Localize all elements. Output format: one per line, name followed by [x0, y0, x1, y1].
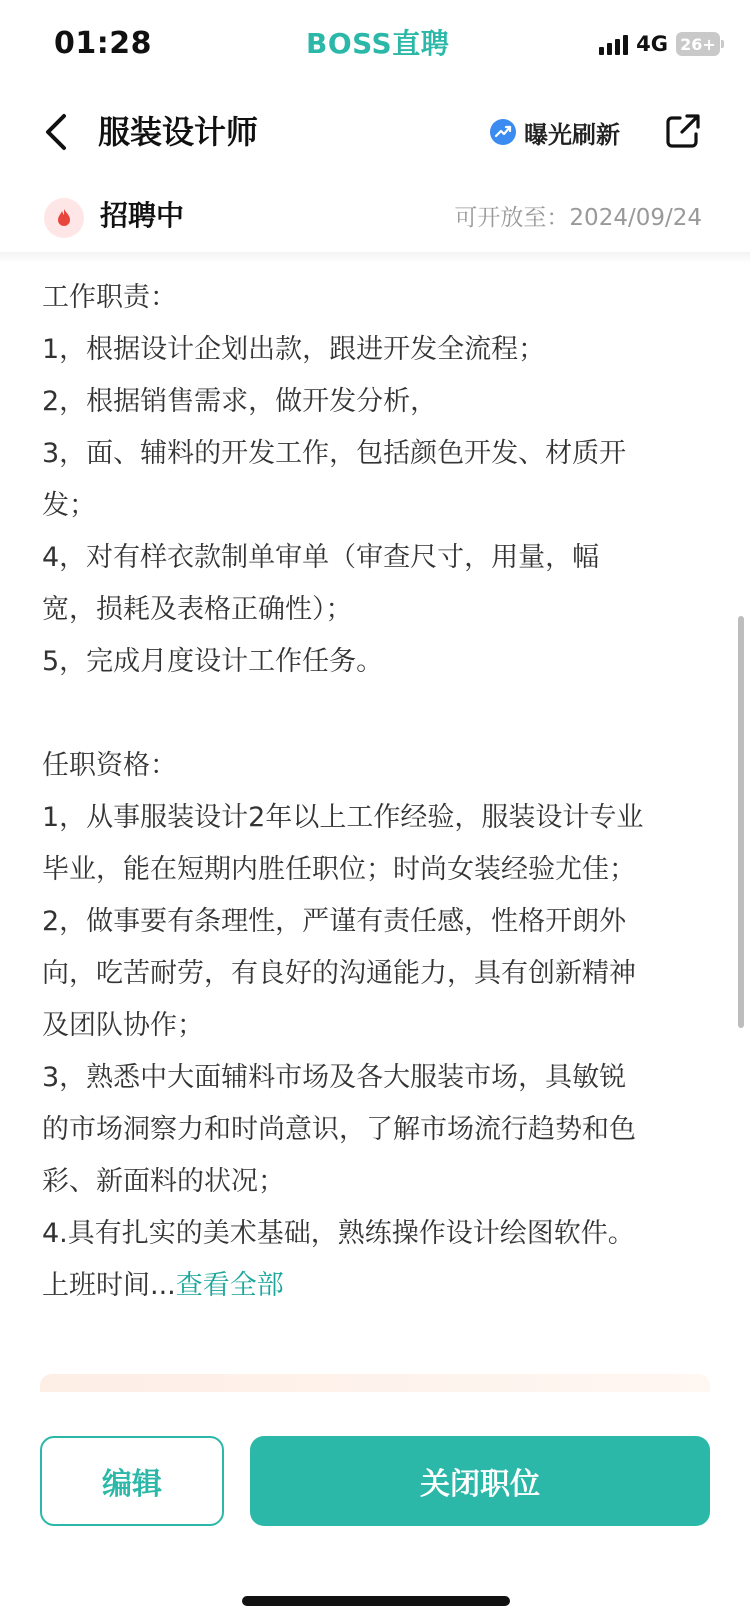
- description-line: 的市场洞察力和时尚意识，了解市场流行趋势和色: [42, 1114, 636, 1145]
- flame-icon: [44, 198, 84, 238]
- description-line: 毕业，能在短期内胜任职位；时尚女装经验尤佳；: [42, 854, 636, 885]
- back-chevron-icon[interactable]: [38, 108, 78, 156]
- description-line: 4.具有扎实的美术基础，熟练操作设计绘图软件。: [42, 1218, 635, 1249]
- battery-level: 26+: [680, 34, 716, 54]
- open-until-date: 可开放至：2024/09/24: [454, 205, 702, 231]
- scroll-indicator[interactable]: [738, 616, 744, 1028]
- description-line: 3，熟悉中大面辅料市场及各大服装市场，具敏锐: [42, 1062, 627, 1093]
- signal-icon: [599, 33, 628, 55]
- trend-up-icon: [490, 119, 516, 145]
- description-line: [42, 688, 712, 740]
- description-line: 宽，损耗及表格正确性）；: [42, 594, 353, 625]
- description-line: 彩、新面料的状况；: [42, 1166, 285, 1197]
- truncated-text: 上班时间...: [42, 1270, 176, 1301]
- close-job-button[interactable]: 关闭职位: [250, 1436, 710, 1526]
- bottom-action-bar: [0, 1392, 750, 1624]
- nav-bar: [0, 96, 750, 168]
- description-line: 向，吃苦耐劳，有良好的沟通能力，具有创新精神: [42, 958, 636, 989]
- network-type: 4G: [636, 32, 668, 56]
- description-line: 任职资格：: [42, 750, 177, 781]
- share-icon[interactable]: [664, 112, 702, 150]
- edit-button[interactable]: 编辑: [40, 1436, 224, 1526]
- section-divider: [0, 252, 750, 264]
- description-truncated-line: [42, 1260, 712, 1312]
- description-line: 5，完成月度设计工作任务。: [42, 646, 384, 677]
- description-line: 工作职责：: [42, 282, 177, 313]
- view-all-link[interactable]: 查看全部: [175, 1270, 284, 1301]
- status-bar: [0, 0, 750, 90]
- exposure-refresh-label: 曝光刷新: [524, 120, 620, 149]
- page-title: 服装设计师: [98, 113, 259, 151]
- status-time: 01:28: [54, 26, 152, 61]
- battery-icon: [676, 32, 720, 56]
- description-line: 3，面、辅料的开发工作，包括颜色开发、材质开: [42, 438, 627, 469]
- recruit-status-label: 招聘中: [100, 199, 185, 232]
- status-brand: BOSS直聘: [306, 27, 450, 60]
- description-line: 发；: [42, 490, 96, 521]
- job-description: [42, 272, 712, 1312]
- description-line: 2，做事要有条理性，严谨有责任感，性格开朗外: [42, 906, 627, 937]
- description-line: 1，从事服装设计2年以上工作经验，服装设计专业: [42, 802, 644, 833]
- recruit-status-row: [0, 186, 750, 248]
- status-indicators: [599, 30, 720, 58]
- exposure-refresh-button[interactable]: [490, 114, 620, 150]
- description-line: 1，根据设计企划出款，跟进开发全流程；: [42, 334, 546, 365]
- description-line: 及团队协作；: [42, 1010, 204, 1041]
- home-indicator[interactable]: [242, 1596, 510, 1606]
- description-line: 2，根据销售需求，做开发分析，: [42, 386, 438, 417]
- description-line: 4，对有样衣款制单审单（审查尺寸，用量，幅: [42, 542, 600, 573]
